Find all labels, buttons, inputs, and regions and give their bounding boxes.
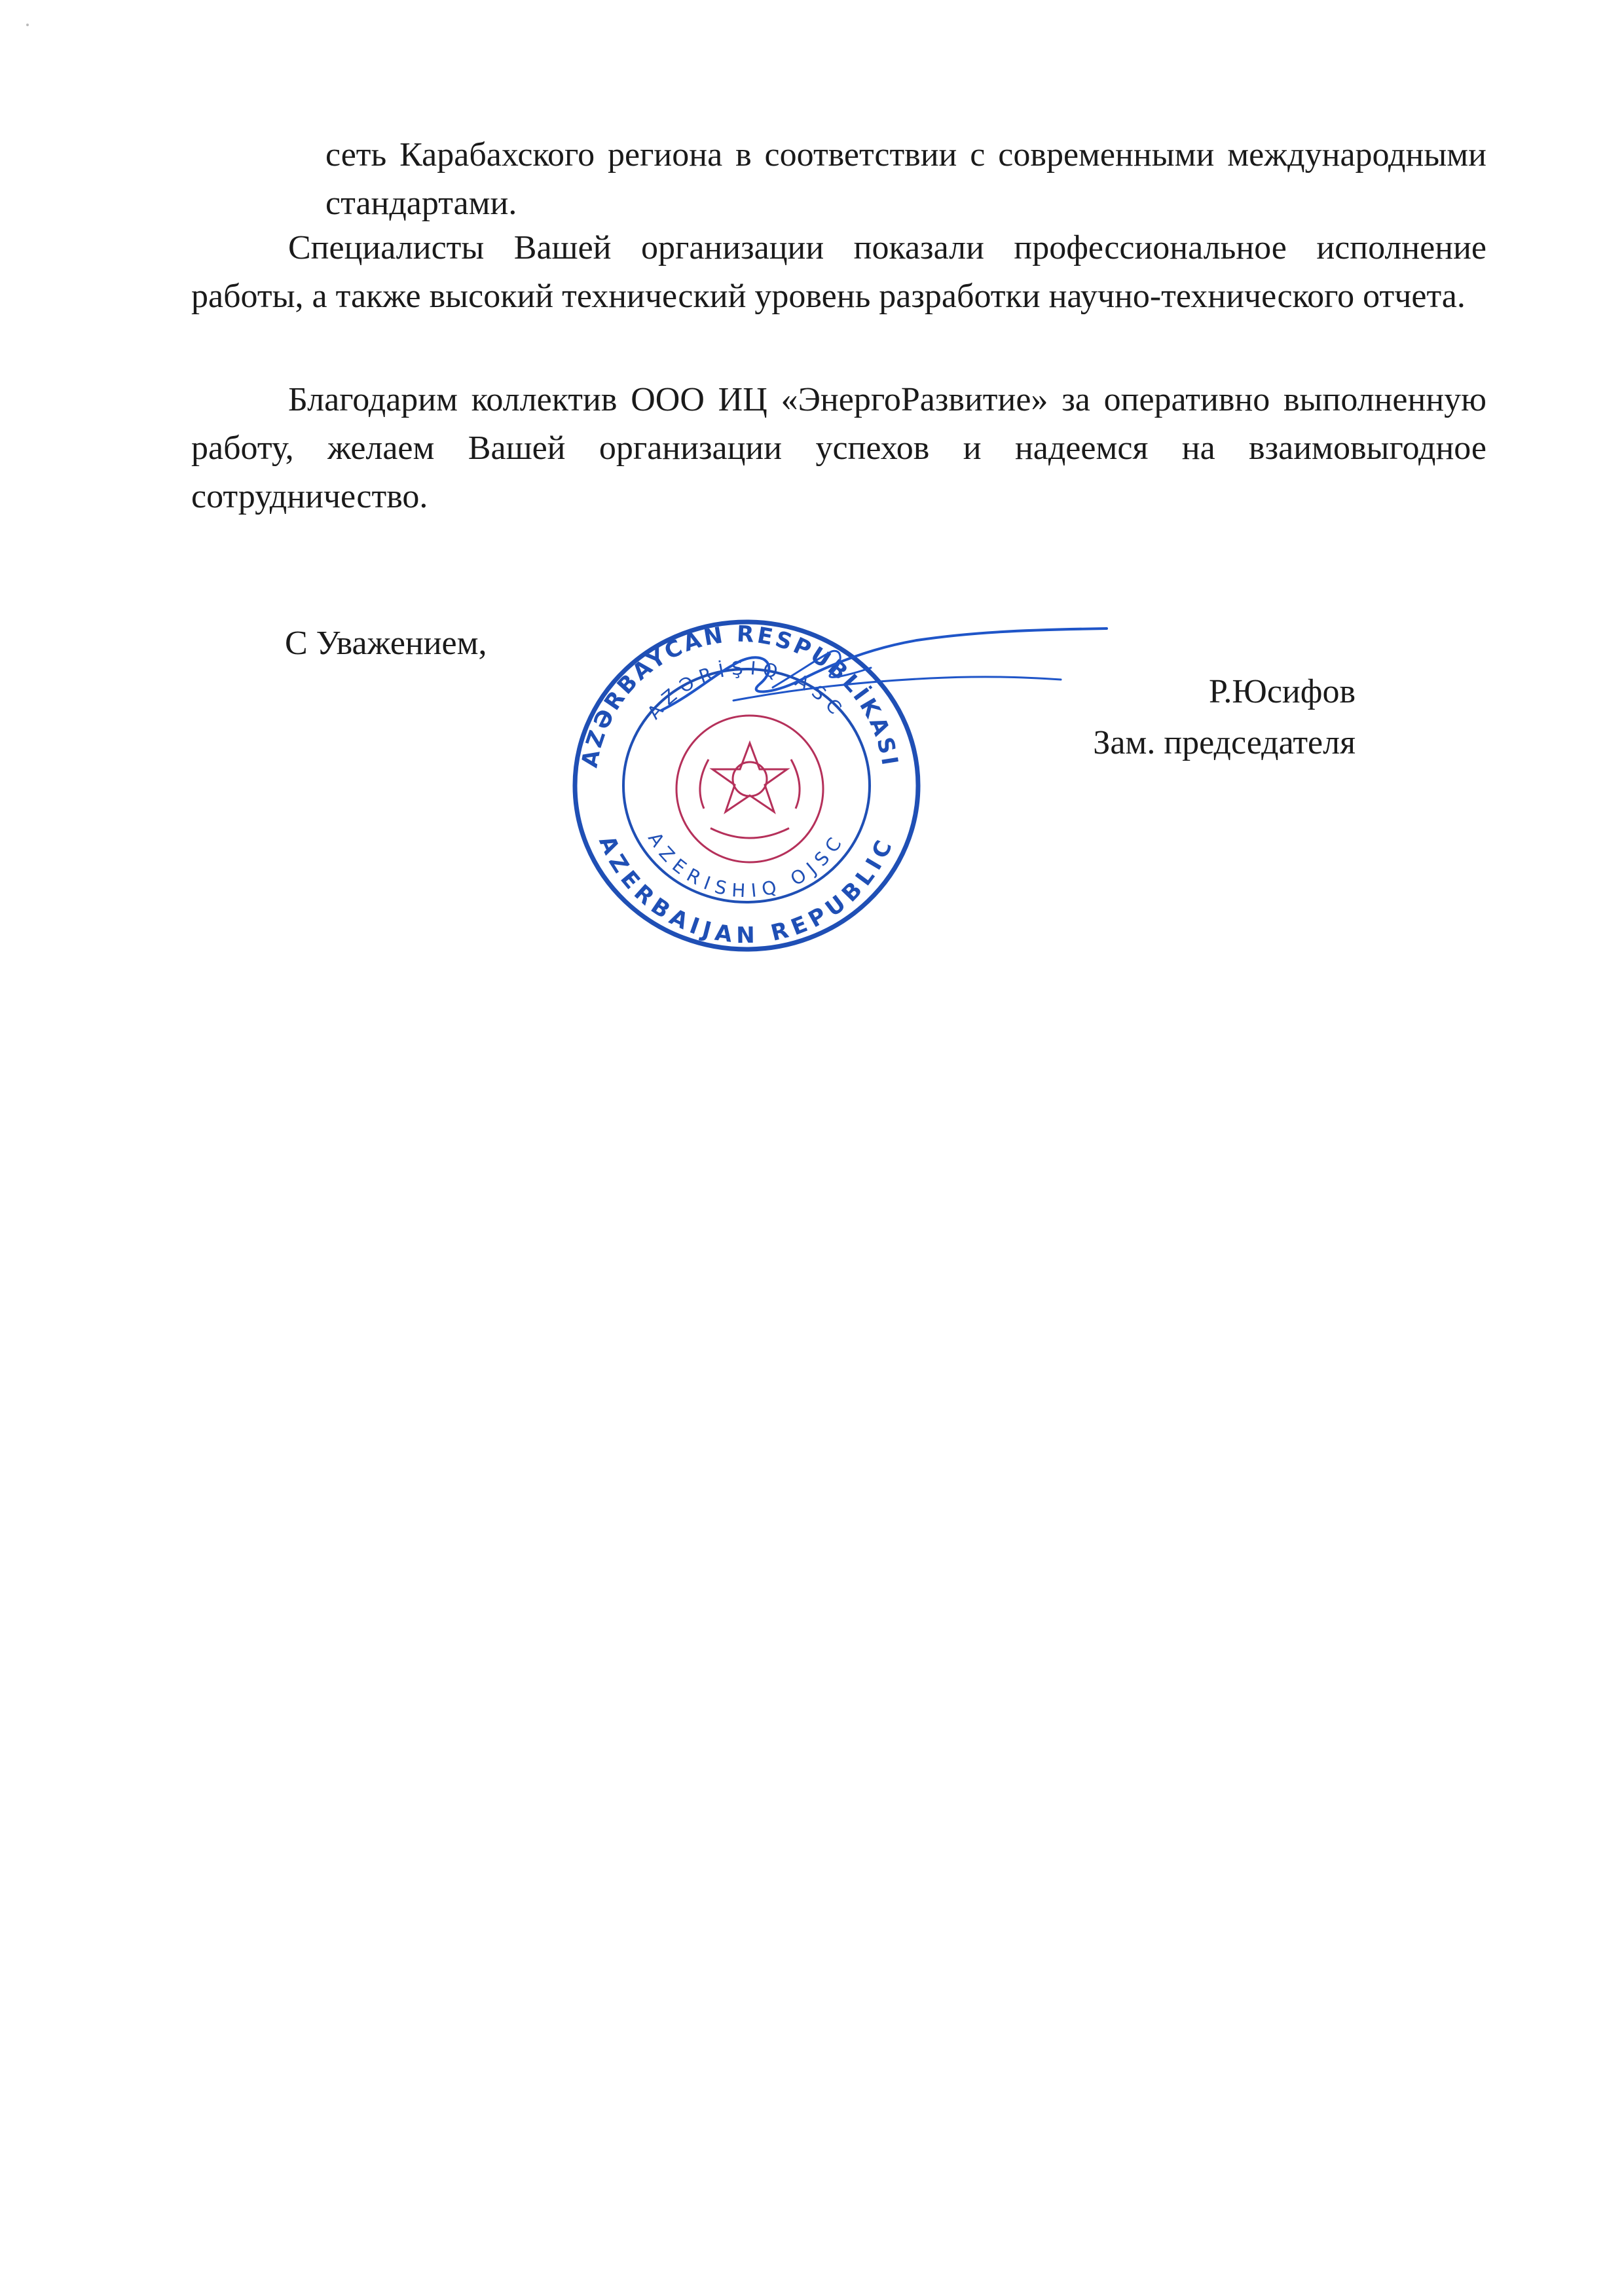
handwritten-signature: [655, 622, 1126, 720]
signer-title: Зам. председателя: [1093, 724, 1356, 761]
signer-name: Р.Юсифов: [1208, 673, 1356, 710]
svg-text:AZERISHIQ OJSC: [644, 828, 849, 902]
emblem-icon: [676, 716, 823, 862]
closing-salutation: С Уважением,: [285, 625, 487, 662]
paragraph-specialists: Специалисты Вашей организации показали профессиональное исполнение работы, а также высокий технический уровень разработки научно-технического отчета.: [191, 229, 1486, 315]
stamp-inner-top-text: AZƏRİŞIQ ASC: [642, 657, 851, 723]
stamp-inner-bottom-text: AZERISHIQ OJSC: [644, 828, 849, 902]
stamp-outer-bottom-text: AZERBAIJAN REPUBLIC: [593, 831, 900, 949]
paragraph-continuation: сеть Карабахского региона в соответствии с современными международными стандартами.: [325, 136, 1486, 222]
stamp-outer-top-text: AZƏRBAYCAN RESPUBLİKASI: [576, 621, 904, 770]
scan-speck: [26, 24, 29, 26]
paragraph-thanks: Благодарим коллектив ООО ИЦ «ЭнергоРазвитие» за оперативно выполненную работу, желаем Вашей организации успехов и надеемся на взаимовыгодное сотрудничество.: [191, 381, 1486, 515]
